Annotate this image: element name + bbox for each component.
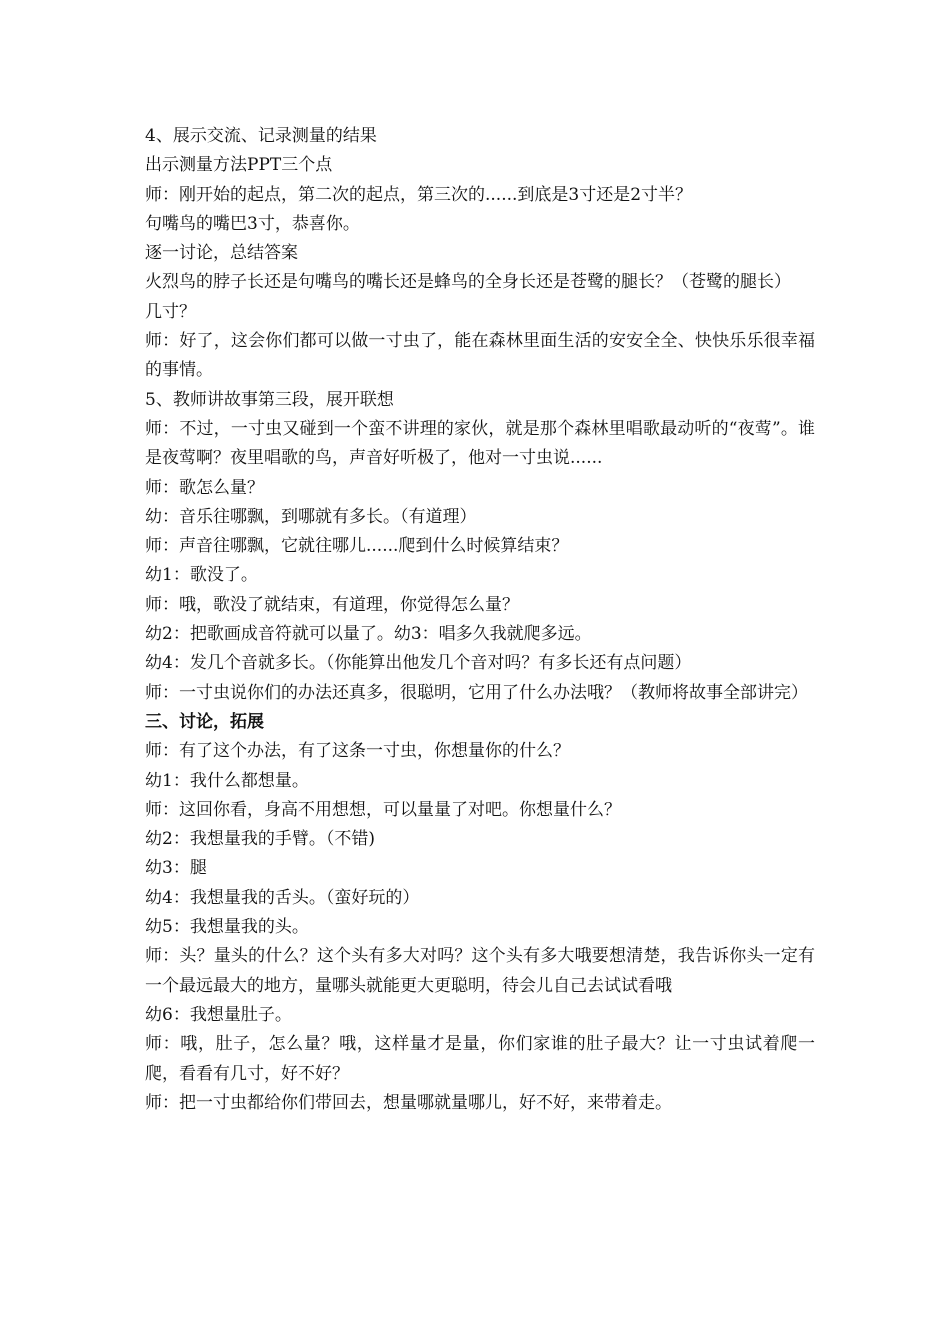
paragraph: 幼4：我想量我的舌头。（蛮好玩的） (145, 887, 420, 908)
paragraph: 幼3：腿 (145, 858, 207, 879)
paragraph: 幼1：我什么都想量。 (145, 770, 309, 791)
paragraph: 师：不过，一寸虫又碰到一个蛮不讲理的家伙，就是那个森林里唱歌最动听的“夜莺”。谁是夜莺啊？夜里唱歌的鸟，声音好听极了，他对一寸虫说...... (145, 418, 815, 469)
paragraph: 师：哦，肚子，怎么量？哦，这样量才是量，你们家谁的肚子最大？让一寸虫试着爬一爬，看看有几寸，好不好？ (145, 1034, 815, 1084)
paragraph: 幼2：把歌画成音符就可以量了。幼3：唱多久我就爬多远。 (145, 624, 592, 645)
section-heading: 5、教师讲故事第三段，展开联想 (145, 389, 394, 410)
paragraph: 师：一寸虫说你们的办法还真多，很聪明，它用了什么办法哦？（教师将故事全部讲完） (145, 682, 808, 703)
paragraph: 句嘴鸟的嘴巴3寸，恭喜你。 (145, 213, 360, 234)
paragraph: 逐一讨论，总结答案 (145, 243, 298, 264)
paragraph: 师：头？量头的什么？这个头有多大对吗？这个头有多大哦要想清楚，我告诉你头一定有一个最远最大的地方，量哪头就能更大更聪明，待会儿自己去试试看哦 (145, 946, 815, 996)
paragraph: 师：有了这个办法，有了这条一寸虫，你想量你的什么？ (145, 741, 570, 762)
paragraph: 幼2：我想量我的手臂。（不错) (145, 829, 375, 850)
paragraph: 幼6：我想量肚子。 (145, 1004, 292, 1025)
paragraph: 出示测量方法PPT三个点 (145, 155, 333, 176)
paragraph: 几寸？ (145, 301, 196, 322)
paragraph: 幼：音乐往哪飘，到哪就有多长。（有道理） (145, 506, 477, 527)
paragraph: 幼5：我想量我的头。 (145, 917, 309, 938)
section-heading: 三、讨论，拓展 (145, 711, 264, 732)
paragraph: 幼4：发几个音就多长。（你能算出他发几个音对吗？有多长还有点问题） (145, 653, 692, 674)
paragraph: 火烈鸟的脖子长还是句嘴鸟的嘴长还是蜂鸟的全身长还是苍鹭的腿长？（苍鹭的腿长） (145, 272, 791, 293)
paragraph: 师：哦，歌没了就结束，有道理，你觉得怎么量？ (145, 594, 519, 615)
paragraph: 师：声音往哪飘，它就往哪儿......爬到什么时候算结束？ (145, 536, 569, 557)
paragraph: 4、展示交流、记录测量的结果 (145, 126, 377, 146)
paragraph: 师：把一寸虫都给你们带回去，想量哪就量哪儿，好不好，来带着走。 (145, 1092, 672, 1113)
paragraph: 师：好了，这会你们都可以做一寸虫了，能在森林里面生活的安安全全、快快乐乐很幸福的事情。 (145, 331, 815, 381)
paragraph: 师：歌怎么量？ (145, 477, 264, 498)
paragraph: 师：刚开始的起点，第二次的起点，第三次的......到底是3寸还是2寸半？ (145, 184, 693, 205)
document-body (145, 122, 815, 1118)
paragraph: 幼1：歌没了。 (145, 565, 258, 586)
paragraph: 师：这回你看，身高不用想想，可以量量了对吧。你想量什么？ (145, 799, 621, 820)
